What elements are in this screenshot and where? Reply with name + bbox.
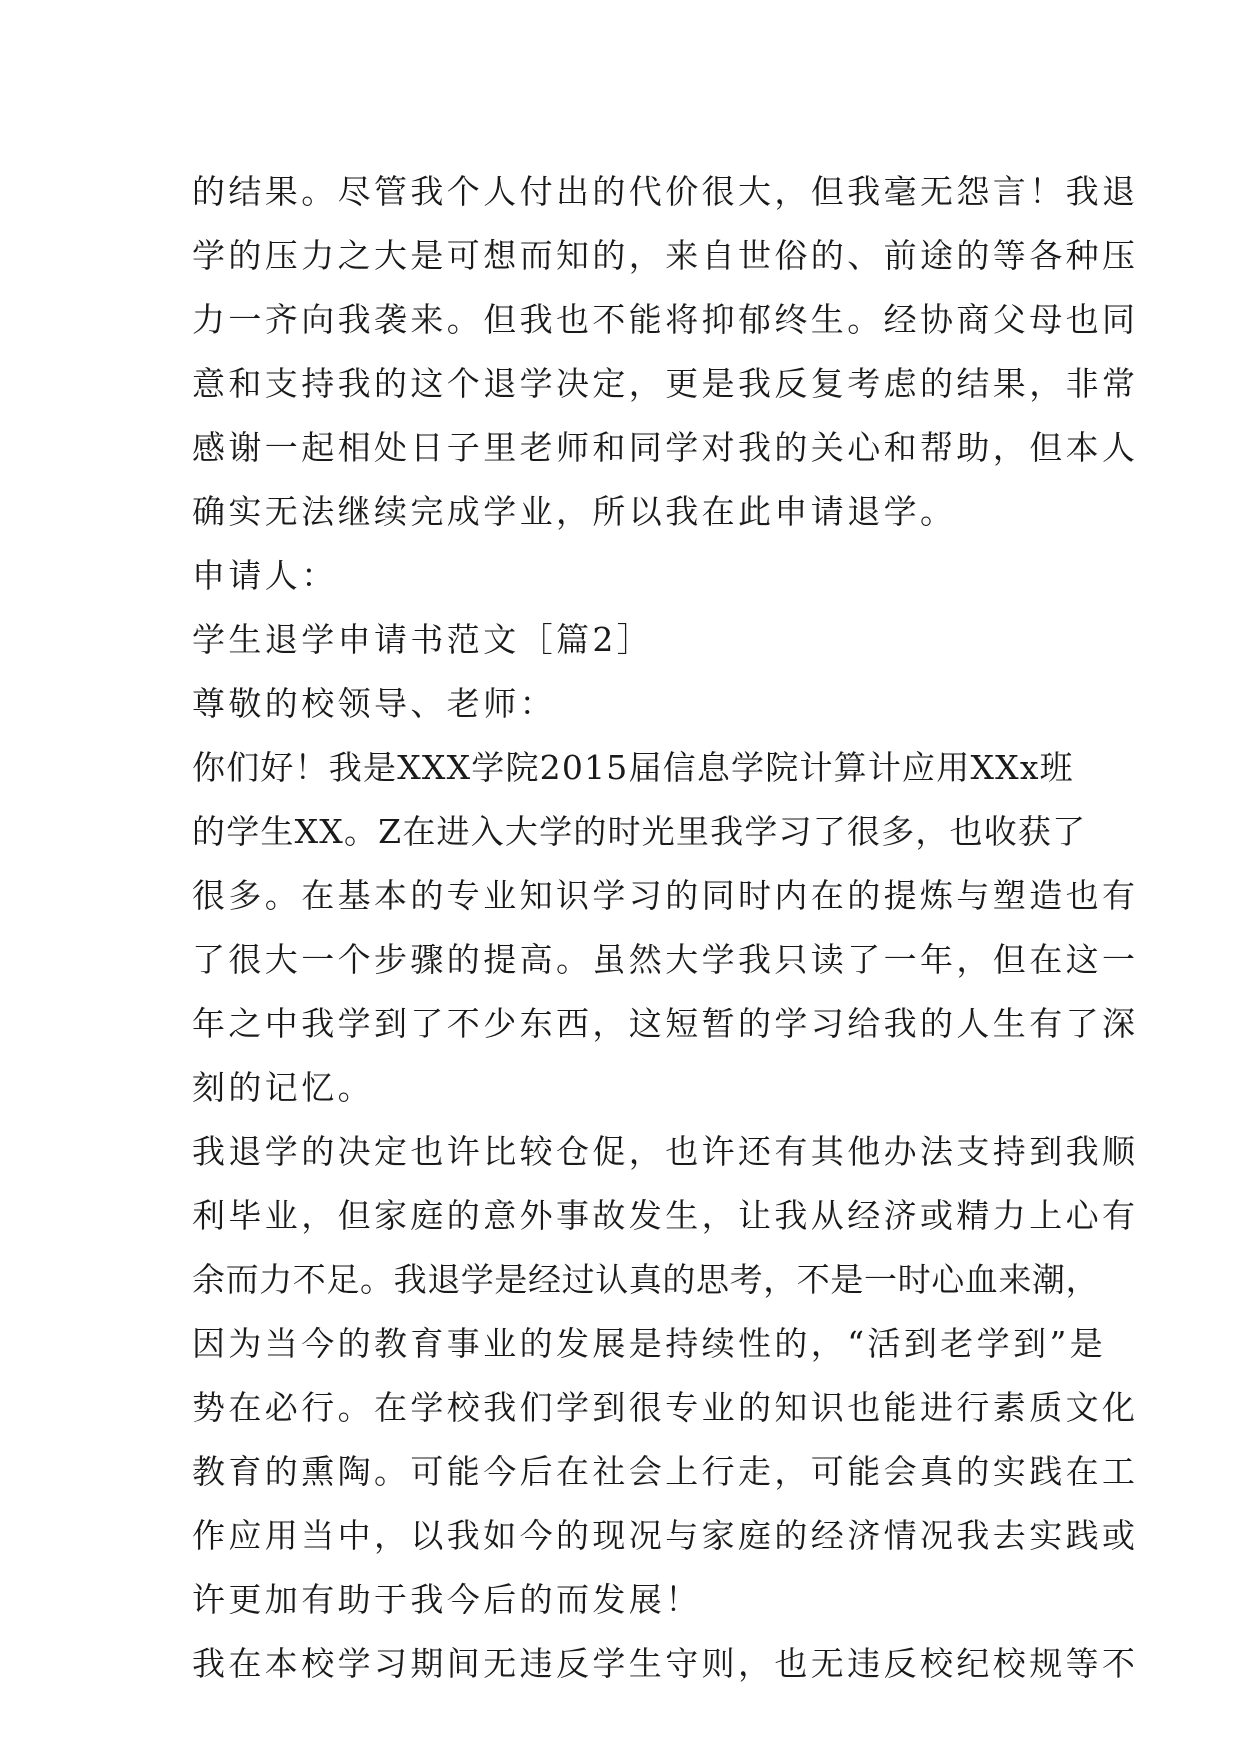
section-heading: 学生退学申请书范文［篇2］: [192, 620, 654, 659]
text-line-1: 的结果。尽管我个人付出的代价很大，但我毫无怨言！我退: [192, 172, 1139, 211]
text-line-11: 的学生XX。Z在进入大学的时光里我学习了很多，也收获了: [192, 812, 1087, 851]
text-line-20: 势在必行。在学校我们学到很专业的知识也能进行素质文化: [192, 1388, 1139, 1427]
text-line-21: 教育的熏陶。可能今后在社会上行走，可能会真的实践在工: [192, 1452, 1139, 1491]
text-line-24: 我在本校学习期间无违反学生守则，也无违反校纪校规等不: [192, 1644, 1139, 1683]
text-line-16: 我退学的决定也许比较仓促，也许还有其他办法支持到我顺: [192, 1132, 1139, 1171]
text-line-18: 余而力不足。我退学是经过认真的思考，不是一时心血来潮，: [192, 1260, 1100, 1299]
text-line-14: 年之中我学到了不少东西，这短暂的学习给我的人生有了深: [192, 1004, 1139, 1043]
text-line-3: 力一齐向我袭来。但我也不能将抑郁终生。经协商父母也同: [192, 300, 1139, 339]
text-line-12: 很多。在基本的专业知识学习的同时内在的提炼与塑造也有: [192, 876, 1139, 915]
text-line-22: 作应用当中，以我如今的现况与家庭的经济情况我去实践或: [192, 1516, 1139, 1555]
text-line-13: 了很大一个步骤的提高。虽然大学我只读了一年，但在这一: [192, 940, 1139, 979]
text-line-19: 因为当今的教育事业的发展是持续性的，“活到老学到”是: [192, 1324, 1107, 1363]
text-line-17: 利毕业，但家庭的意外事故发生，让我从经济或精力上心有: [192, 1196, 1139, 1235]
text-line-5: 感谢一起相处日子里老师和同学对我的关心和帮助，但本人: [192, 428, 1139, 467]
salutation: 尊敬的校领导、老师：: [192, 684, 556, 723]
text-line-15: 刻的记忆。: [192, 1068, 374, 1107]
applicant-label: 申请人：: [192, 556, 338, 595]
text-line-2: 学的压力之大是可想而知的，来自世俗的、前途的等各种压: [192, 236, 1139, 275]
document-body: [192, 160, 1139, 1696]
text-line-23: 许更加有助于我今后的而发展！: [192, 1580, 702, 1619]
text-line-6: 确实无法继续完成学业，所以我在此申请退学。: [192, 492, 957, 531]
text-line-10: 你们好！我是XXX学院2015届信息学院计算计应用XXx班: [192, 748, 1074, 787]
text-line-4: 意和支持我的这个退学决定，更是我反复考虑的结果，非常: [192, 364, 1139, 403]
